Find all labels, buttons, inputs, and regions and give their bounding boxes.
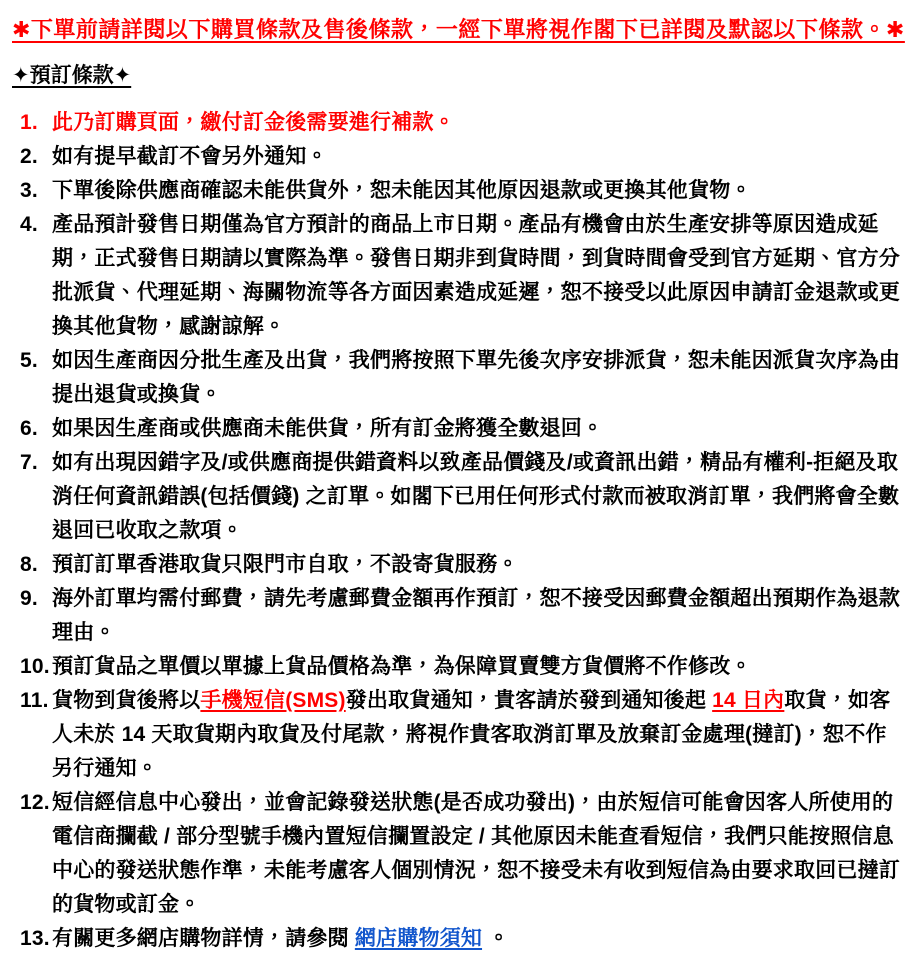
item-number: 9.	[20, 587, 38, 610]
item-number: 13.	[20, 927, 50, 950]
item-text: 海外訂單均需付郵費，請先考慮郵費金額再作預訂，恕不接受因郵費金額超出預期作為退款理由。	[52, 587, 900, 644]
term-item-7	[10, 446, 905, 548]
warning-header: ✱下單前請詳閱以下購買條款及售後條款，一經下單將視作閣下已詳閱及默認以下條款。✱	[12, 17, 905, 42]
item-number: 11.	[20, 689, 49, 712]
shop-guide-link[interactable]: 網店購物須知	[354, 927, 483, 950]
item-text-segment: 貨物到貨後將以	[52, 689, 201, 712]
item-number: 7.	[20, 451, 38, 474]
item-text-segment: 發出取貨通知，貴客請於發到通知後起	[345, 689, 713, 712]
term-item-4	[10, 208, 905, 344]
item-text: 如有提早截訂不會另外通知。	[52, 145, 328, 168]
terms-list	[10, 106, 905, 956]
item-text	[52, 689, 890, 780]
term-item-8	[10, 548, 905, 582]
item-text: 產品預計發售日期僅為官方預計的商品上市日期。產品有機會由於生產安排等原因造成延期，正式發售日期請以實際為準。發售日期非到貨時間，到貨時間會受到官方延期、官方分批派貨、代理延期、海關物流等各方面因素造成延遲，恕不接受以此原因申請訂金退款或更換其他貨物，感謝諒解。	[52, 213, 900, 338]
term-item-6	[10, 412, 905, 446]
item-number: 2.	[20, 145, 38, 168]
term-item-10	[10, 650, 905, 684]
term-item-5	[10, 344, 905, 412]
item-number: 4.	[20, 213, 38, 236]
item-number: 12.	[20, 791, 50, 814]
sms-highlight: 手機短信(SMS)	[200, 689, 346, 712]
item-text-segment: 有關更多網店購物詳情，請參閱	[52, 927, 355, 950]
pickup-deadline-highlight: 14 日內	[712, 689, 785, 712]
term-item-11	[10, 684, 905, 786]
item-number: 3.	[20, 179, 38, 202]
item-text-segment: 。	[482, 927, 510, 950]
term-item-2	[10, 140, 905, 174]
item-text: 短信經信息中心發出，並會記錄發送狀態(是否成功發出)，由於短信可能會因客人所使用的電信商攔截 / 部分型號手機內置短信攔置設定 / 其他原因未能查看短信，我們只能按照信息中心的發送狀態作準，未能考慮客人個別情況，恕不接受未有收到短信為由要求取回已撻訂的貨物或訂金。	[52, 791, 900, 916]
term-item-3	[10, 174, 905, 208]
item-number: 8.	[20, 553, 38, 576]
item-number: 10.	[20, 655, 50, 678]
term-item-12	[10, 786, 905, 922]
item-text: 此乃訂購頁面，繳付訂金後需要進行補款。	[52, 111, 455, 134]
item-text: 預訂貨品之單價以單據上貨品價格為準，為保障買賣雙方貨價將不作修改。	[52, 655, 752, 678]
item-number: 5.	[20, 349, 38, 372]
item-text	[52, 927, 509, 950]
item-text: 預訂訂單香港取貨只限門市自取，不設寄貨服務。	[52, 553, 519, 576]
item-number: 6.	[20, 417, 38, 440]
item-text: 如果因生產商或供應商未能供貨，所有訂金將獲全數退回。	[52, 417, 604, 440]
term-item-9	[10, 582, 905, 650]
section-title: ✦預訂條款✦	[12, 64, 132, 87]
item-text: 如有出現因錯字及/或供應商提供錯資料以致產品價錢及/或資訊出錯，精品有權利-拒絕及取消任何資訊錯誤(包括價錢) 之訂單。如閣下已用任何形式付款而被取消訂單，我們將會全數退回已收取之款項。	[52, 451, 900, 542]
item-number: 1.	[20, 111, 38, 134]
item-text: 下單後除供應商確認未能供貨外，恕未能因其他原因退款或更換其他貨物。	[52, 179, 752, 202]
item-text-segment: 取貨，如客人未於 14 天取貨期內取貨及付尾款，將視作貴客取消訂單及放棄訂金處理(撻訂)，恕不作另行通知。	[52, 689, 891, 780]
term-item-1	[10, 106, 905, 140]
term-item-13	[10, 922, 905, 956]
item-text: 如因生產商因分批生產及出貨，我們將按照下單先後次序安排派貨，恕未能因派貨次序為由提出退貨或換貨。	[52, 349, 900, 406]
